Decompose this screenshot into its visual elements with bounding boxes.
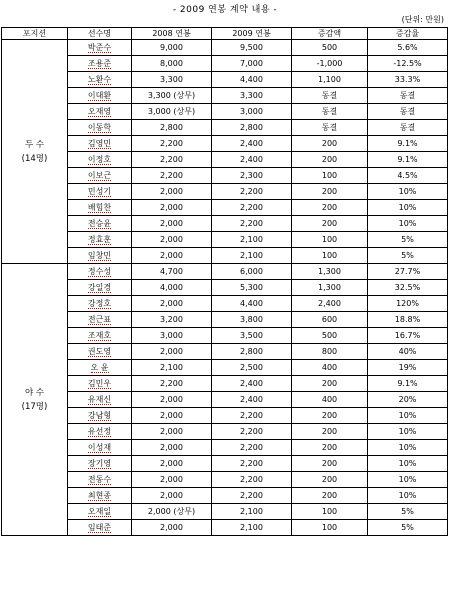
- table-body: [2, 40, 448, 536]
- player-name: 오 윤: [90, 363, 109, 372]
- salary-2009-cell: 7,000: [212, 56, 292, 72]
- header-position: 포지션: [2, 28, 68, 40]
- player-name-cell: [68, 424, 132, 440]
- salary-2009-cell: 3,500: [212, 328, 292, 344]
- salary-2009-cell: 2,400: [212, 136, 292, 152]
- salary-2009-cell: 3,000: [212, 104, 292, 120]
- position-count: (14명): [21, 153, 48, 164]
- table-row: [2, 424, 448, 440]
- salary-2009-cell: 2,400: [212, 392, 292, 408]
- salary-2009-cell: 2,200: [212, 424, 292, 440]
- change-amount-cell: 100: [292, 248, 368, 264]
- salary-2009-cell: 4,400: [212, 296, 292, 312]
- salary-2009-cell: 2,100: [212, 232, 292, 248]
- salary-2008-cell: 2,000: [132, 184, 212, 200]
- player-name-cell: [68, 184, 132, 200]
- player-name: 김민우: [87, 379, 112, 388]
- salary-2009-cell: 2,100: [212, 248, 292, 264]
- salary-2008-cell: 2,100: [132, 360, 212, 376]
- player-name-cell: [68, 504, 132, 520]
- salary-2009-cell: 2,200: [212, 440, 292, 456]
- player-name: 배힘찬: [87, 203, 112, 212]
- change-amount-cell: 200: [292, 456, 368, 472]
- table-row: [2, 248, 448, 264]
- change-amount-cell: -1,000: [292, 56, 368, 72]
- table-row: [2, 456, 448, 472]
- player-name-cell: [68, 232, 132, 248]
- change-amount-cell: 1,300: [292, 280, 368, 296]
- player-name-cell: [68, 376, 132, 392]
- player-name: 권도영: [87, 347, 112, 356]
- change-amount-cell: 100: [292, 232, 368, 248]
- salary-2008-cell: 2,800: [132, 120, 212, 136]
- change-amount-cell: 200: [292, 216, 368, 232]
- player-name-cell: [68, 456, 132, 472]
- player-name: 유재신: [87, 395, 112, 404]
- player-name: 조용준: [87, 59, 112, 68]
- table-row: [2, 152, 448, 168]
- player-name: 정효훈: [87, 235, 112, 244]
- table-row: [2, 232, 448, 248]
- change-rate-cell: 10%: [368, 200, 448, 216]
- change-rate-cell: 10%: [368, 424, 448, 440]
- change-rate-cell: 5%: [368, 504, 448, 520]
- player-name-cell: [68, 392, 132, 408]
- header-player: 선수명: [68, 28, 132, 40]
- change-amount-cell: 100: [292, 504, 368, 520]
- table-row: [2, 216, 448, 232]
- salary-2008-cell: 3,300 (상무): [132, 88, 212, 104]
- header-row: [2, 28, 448, 40]
- change-amount-cell: 동결: [292, 104, 368, 120]
- player-name: 전승윤: [87, 219, 112, 228]
- player-name: 김영민: [87, 139, 112, 148]
- player-name-cell: [68, 520, 132, 536]
- table-row: [2, 296, 448, 312]
- player-name-cell: [68, 328, 132, 344]
- salary-2009-cell: 2,800: [212, 344, 292, 360]
- change-rate-cell: 5%: [368, 232, 448, 248]
- player-name-cell: [68, 72, 132, 88]
- change-rate-cell: 10%: [368, 408, 448, 424]
- table-row: [2, 88, 448, 104]
- change-rate-cell: -12.5%: [368, 56, 448, 72]
- change-rate-cell: 10%: [368, 440, 448, 456]
- player-name: 이보근: [87, 171, 112, 180]
- header-salary-2008: 2008 연봉: [132, 28, 212, 40]
- player-name: 이동학: [87, 123, 112, 132]
- player-name-cell: [68, 136, 132, 152]
- salary-2008-cell: 2,000: [132, 296, 212, 312]
- position-cell: [2, 40, 68, 264]
- table-row: [2, 344, 448, 360]
- player-name: 임태준: [87, 523, 112, 532]
- change-amount-cell: 800: [292, 344, 368, 360]
- change-rate-cell: 10%: [368, 488, 448, 504]
- salary-2009-cell: 2,200: [212, 200, 292, 216]
- change-rate-cell: 동결: [368, 120, 448, 136]
- player-name-cell: [68, 104, 132, 120]
- change-amount-cell: 200: [292, 408, 368, 424]
- change-amount-cell: 200: [292, 152, 368, 168]
- player-name-cell: [68, 344, 132, 360]
- position-label: 두 수: [24, 139, 45, 150]
- player-name: 이정호: [87, 155, 112, 164]
- header-change-rate: 증감율: [368, 28, 448, 40]
- table-row: [2, 328, 448, 344]
- change-amount-cell: 400: [292, 360, 368, 376]
- salary-2009-cell: 2,200: [212, 456, 292, 472]
- change-amount-cell: 200: [292, 472, 368, 488]
- change-amount-cell: 100: [292, 520, 368, 536]
- change-rate-cell: 120%: [368, 296, 448, 312]
- table-row: [2, 312, 448, 328]
- change-amount-cell: 200: [292, 136, 368, 152]
- table-row: [2, 472, 448, 488]
- salary-2008-cell: 2,000: [132, 232, 212, 248]
- player-name: 박준수: [87, 43, 112, 52]
- change-amount-cell: 400: [292, 392, 368, 408]
- table-row: [2, 264, 448, 280]
- salary-2009-cell: 2,200: [212, 184, 292, 200]
- table-row: [2, 184, 448, 200]
- change-rate-cell: 33.3%: [368, 72, 448, 88]
- salary-2008-cell: 2,000: [132, 488, 212, 504]
- change-amount-cell: 200: [292, 424, 368, 440]
- change-rate-cell: 동결: [368, 104, 448, 120]
- change-amount-cell: 동결: [292, 120, 368, 136]
- player-name: 정수성: [87, 267, 112, 276]
- table-row: [2, 488, 448, 504]
- salary-2009-cell: 2,300: [212, 168, 292, 184]
- player-name-cell: [68, 488, 132, 504]
- change-amount-cell: 200: [292, 200, 368, 216]
- table-row: [2, 392, 448, 408]
- salary-2008-cell: 4,700: [132, 264, 212, 280]
- salary-2008-cell: 2,200: [132, 376, 212, 392]
- player-name-cell: [68, 472, 132, 488]
- change-rate-cell: 19%: [368, 360, 448, 376]
- player-name-cell: [68, 200, 132, 216]
- change-amount-cell: 500: [292, 40, 368, 56]
- player-name: 장기영: [87, 459, 112, 468]
- player-name-cell: [68, 248, 132, 264]
- player-name: 노환수: [87, 75, 112, 84]
- player-name-cell: [68, 360, 132, 376]
- player-name: 강정호: [87, 299, 112, 308]
- player-name-cell: [68, 168, 132, 184]
- salary-2009-cell: 3,800: [212, 312, 292, 328]
- salary-2008-cell: 2,000: [132, 216, 212, 232]
- player-name-cell: [68, 408, 132, 424]
- table-row: [2, 120, 448, 136]
- change-amount-cell: 200: [292, 184, 368, 200]
- salary-2009-cell: 2,100: [212, 504, 292, 520]
- salary-2009-cell: 2,200: [212, 216, 292, 232]
- player-name-cell: [68, 120, 132, 136]
- salary-2009-cell: 2,200: [212, 472, 292, 488]
- table-row: [2, 104, 448, 120]
- player-name: 최현종: [87, 491, 112, 500]
- change-amount-cell: 200: [292, 376, 368, 392]
- table-row: [2, 56, 448, 72]
- salary-2008-cell: 3,000: [132, 328, 212, 344]
- player-name: 강일경: [87, 283, 112, 292]
- table-row: [2, 136, 448, 152]
- salary-2009-cell: 2,200: [212, 408, 292, 424]
- change-amount-cell: 500: [292, 328, 368, 344]
- salary-2008-cell: 2,000: [132, 248, 212, 264]
- change-rate-cell: 32.5%: [368, 280, 448, 296]
- table-row: [2, 360, 448, 376]
- position-count: (17명): [21, 401, 48, 412]
- salary-2008-cell: 2,000: [132, 520, 212, 536]
- salary-2009-cell: 2,500: [212, 360, 292, 376]
- salary-2009-cell: 2,400: [212, 376, 292, 392]
- salary-2008-cell: 3,300: [132, 72, 212, 88]
- change-rate-cell: 27.7%: [368, 264, 448, 280]
- salary-2008-cell: 2,000: [132, 392, 212, 408]
- position-label: 야 수: [24, 387, 45, 398]
- change-rate-cell: 10%: [368, 456, 448, 472]
- table-row: [2, 440, 448, 456]
- header-change-amount: 증감액: [292, 28, 368, 40]
- table-row: [2, 280, 448, 296]
- document-title: - 2009 연봉 계약 내용 -: [172, 5, 278, 15]
- player-name: 오재일: [87, 507, 112, 516]
- table-row: [2, 408, 448, 424]
- salary-2009-cell: 2,200: [212, 488, 292, 504]
- change-rate-cell: 16.7%: [368, 328, 448, 344]
- salary-2008-cell: 2,000: [132, 200, 212, 216]
- table-row: [2, 376, 448, 392]
- player-name-cell: [68, 280, 132, 296]
- salary-2008-cell: 2,000: [132, 408, 212, 424]
- player-name: 이대환: [87, 91, 112, 100]
- player-name: 오재영: [87, 107, 112, 116]
- table-row: [2, 72, 448, 88]
- player-name-cell: [68, 40, 132, 56]
- player-name: 유선정: [87, 427, 112, 436]
- position-cell: [2, 264, 68, 536]
- change-rate-cell: 10%: [368, 184, 448, 200]
- change-rate-cell: 5.6%: [368, 40, 448, 56]
- salary-2008-cell: 2,000: [132, 424, 212, 440]
- change-rate-cell: 20%: [368, 392, 448, 408]
- salary-2009-cell: 2,400: [212, 152, 292, 168]
- player-name: 전동수: [87, 475, 112, 484]
- player-name-cell: [68, 152, 132, 168]
- salary-2008-cell: 2,200: [132, 152, 212, 168]
- salary-2009-cell: 9,500: [212, 40, 292, 56]
- player-name-cell: [68, 312, 132, 328]
- table-row: [2, 200, 448, 216]
- salary-2008-cell: 4,000: [132, 280, 212, 296]
- player-name-cell: [68, 264, 132, 280]
- salary-2009-cell: 3,300: [212, 88, 292, 104]
- player-name-cell: [68, 88, 132, 104]
- change-rate-cell: 9.1%: [368, 152, 448, 168]
- table-row: [2, 168, 448, 184]
- change-amount-cell: 600: [292, 312, 368, 328]
- salary-2008-cell: 2,000: [132, 456, 212, 472]
- player-name: 이성재: [87, 443, 112, 452]
- salary-2009-cell: 4,400: [212, 72, 292, 88]
- change-rate-cell: 18.8%: [368, 312, 448, 328]
- salary-2008-cell: 2,200: [132, 168, 212, 184]
- unit-label: (단위: 만원): [401, 15, 444, 24]
- player-name: 임창민: [87, 251, 112, 260]
- change-amount-cell: 200: [292, 440, 368, 456]
- change-rate-cell: 9.1%: [368, 136, 448, 152]
- player-name-cell: [68, 296, 132, 312]
- player-name-cell: [68, 216, 132, 232]
- player-name: 조재호: [87, 331, 112, 340]
- table-row: [2, 520, 448, 536]
- salary-2008-cell: 2,000: [132, 344, 212, 360]
- contract-table: [1, 27, 448, 536]
- player-name: 전근표: [87, 315, 112, 324]
- salary-2009-cell: 2,800: [212, 120, 292, 136]
- header-salary-2009: 2009 연봉: [212, 28, 292, 40]
- player-name-cell: [68, 440, 132, 456]
- change-rate-cell: 4.5%: [368, 168, 448, 184]
- salary-2008-cell: 8,000: [132, 56, 212, 72]
- salary-2008-cell: 2,000: [132, 472, 212, 488]
- change-amount-cell: 1,100: [292, 72, 368, 88]
- change-rate-cell: 9.1%: [368, 376, 448, 392]
- salary-2008-cell: 3,200: [132, 312, 212, 328]
- table-row: [2, 40, 448, 56]
- change-amount-cell: 동결: [292, 88, 368, 104]
- player-name: 민성기: [87, 187, 112, 196]
- salary-2009-cell: 2,100: [212, 520, 292, 536]
- change-rate-cell: 동결: [368, 88, 448, 104]
- salary-2009-cell: 6,000: [212, 264, 292, 280]
- change-rate-cell: 40%: [368, 344, 448, 360]
- change-rate-cell: 10%: [368, 216, 448, 232]
- salary-2008-cell: 2,000 (상무): [132, 504, 212, 520]
- change-rate-cell: 10%: [368, 472, 448, 488]
- change-amount-cell: 100: [292, 168, 368, 184]
- salary-2008-cell: 9,000: [132, 40, 212, 56]
- change-amount-cell: 1,300: [292, 264, 368, 280]
- change-amount-cell: 200: [292, 488, 368, 504]
- salary-2008-cell: 3,000 (상무): [132, 104, 212, 120]
- table-row: [2, 504, 448, 520]
- salary-2009-cell: 5,300: [212, 280, 292, 296]
- salary-2008-cell: 2,000: [132, 440, 212, 456]
- change-rate-cell: 5%: [368, 248, 448, 264]
- change-rate-cell: 5%: [368, 520, 448, 536]
- change-amount-cell: 2,400: [292, 296, 368, 312]
- player-name-cell: [68, 56, 132, 72]
- player-name: 강남형: [87, 411, 112, 420]
- salary-2008-cell: 2,200: [132, 136, 212, 152]
